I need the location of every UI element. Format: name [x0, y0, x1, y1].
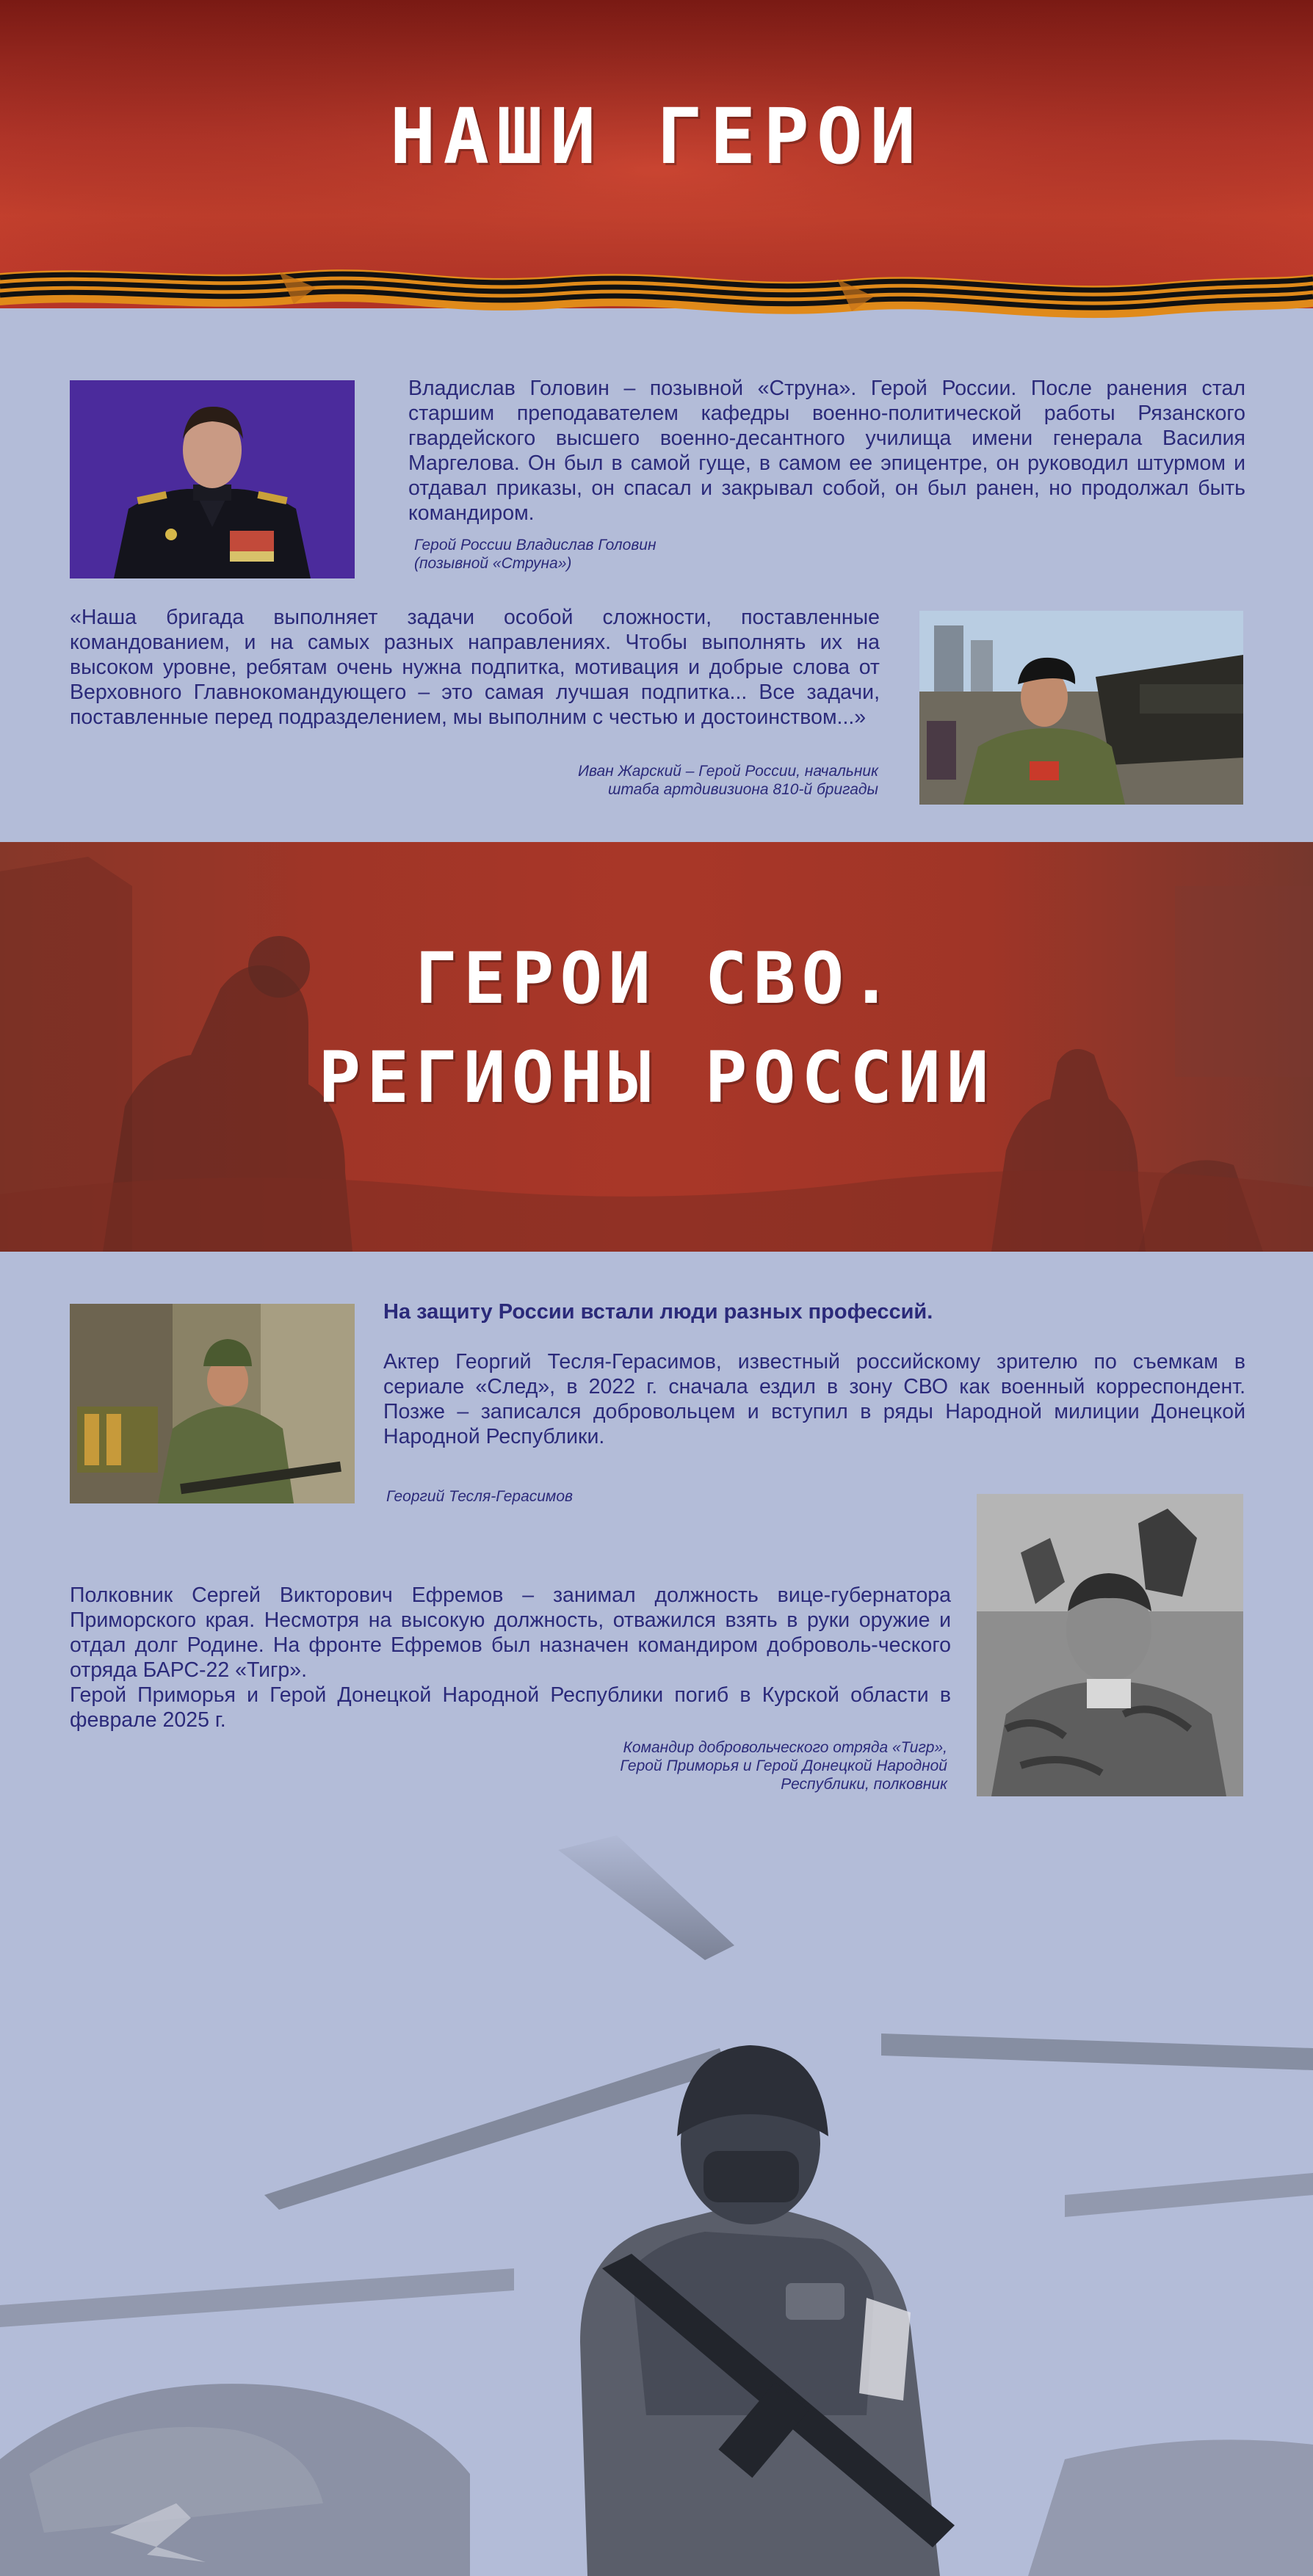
- golovin-bio: Владислав Головин – позывной «Струна». Герой России. После ранения стал старшим преподавателем кафедры военно-политической работы Рязанского гвардейского высшего военно-десантного училища имени генерала Василия Маргелова. Он был в самой гуще, в самом ее эпицентре, он руководил штурмом и отдавал приказы, он спасал и закрывал собой, он был ранен, но продолжал быть командиром.: [408, 377, 1245, 525]
- efremov-bio: [70, 1583, 951, 1733]
- teslya-caption: Георгий Тесля-Герасимов: [386, 1488, 573, 1505]
- golovin-photo: [70, 380, 355, 578]
- zharsky-caption: [514, 762, 878, 799]
- zharsky-caption-line2: штаба артдивизиона 810-й бригады: [607, 781, 878, 798]
- efremov-caption-line1: Командир добровольческого отряда «Тигр»,: [623, 1739, 947, 1756]
- st-george-ribbon: [0, 242, 1313, 323]
- teslya-lead: На защиту России встали люди разных профессий.: [383, 1300, 933, 1324]
- section-title-line1: ГЕРОИ СВО.: [415, 937, 898, 1020]
- soldier-helicopter-art: [0, 1828, 1313, 2576]
- golovin-caption-line1: Герой России Владислав Головин: [414, 537, 656, 554]
- golovin-caption-line2: (позывной «Струна»): [414, 555, 572, 572]
- efremov-caption-line3: Республики, полковник: [781, 1776, 947, 1793]
- zharsky-photo: [919, 611, 1243, 805]
- efremov-caption-line2: Герой Приморья и Герой Донецкой Народной: [620, 1757, 947, 1774]
- efremov-caption: [507, 1738, 947, 1793]
- golovin-caption: [414, 536, 708, 573]
- teslya-bio: Актер Георгий Тесля-Герасимов, известный российскому зрителю по съемкам в сериале «След», в 2022 г. сначала ездил в зону СВО как военный корреспондент. Позже – записался добровольцем и вступил в ряды Народной милиции Донецкой Народной Республики.: [383, 1350, 1245, 1448]
- section-banner: [0, 842, 1313, 1252]
- zharsky-caption-line1: Иван Жарский – Герой России, начальник: [577, 763, 878, 780]
- page-title: НАШИ ГЕРОИ: [389, 92, 924, 181]
- section-title-line2: РЕГИОНЫ РОССИИ: [318, 1037, 995, 1119]
- efremov-bio-main: Полковник Сергей Викторович Ефремов – занимал должность вице-губернатора Приморского края. Несмотря на высокую должность, отважился взять в руки оружие и отдал долг Родине. На фронте Ефремов был назначен командиром доброволь-ческого отряда БАРС-22 «Тигр».: [70, 1583, 951, 1682]
- efremov-photo: [977, 1494, 1243, 1796]
- efremov-bio-death: Герой Приморья и Герой Донецкой Народной Республики погиб в Курской области в феврале 2025 г.: [70, 1683, 951, 1732]
- teslya-photo: [70, 1304, 355, 1503]
- zharsky-quote: «Наша бригада выполняет задачи особой сложности, поставленные командованием, и на самых разных направлениях. Чтобы выполнять их на высоком уровне, ребятам очень нужна подпитка, мотивация и добрые слова от Верховного Главнокомандующего – это самая лучшая подпитка... Все задачи, поставленные перед подразделением, мы выполним с честью и достоинством...»: [70, 606, 880, 729]
